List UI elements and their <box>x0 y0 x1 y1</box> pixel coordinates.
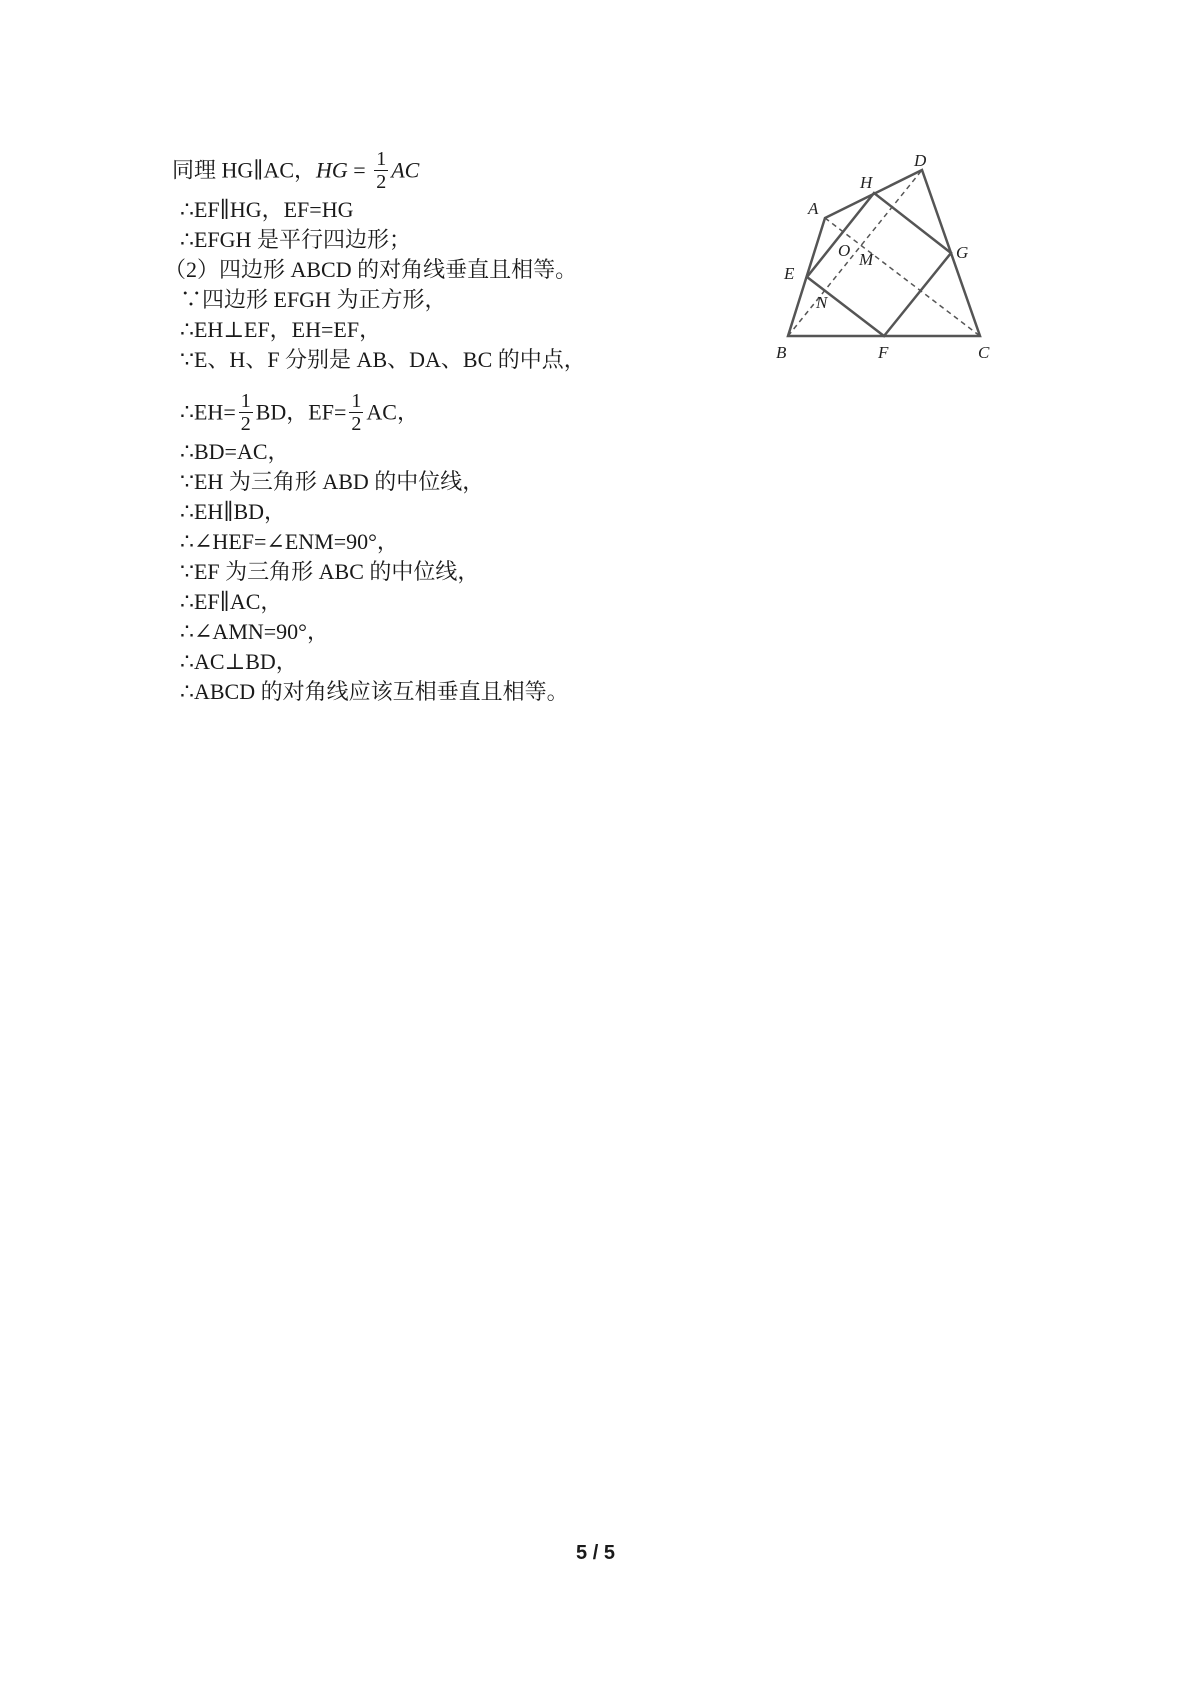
page-number: 5 / 5 <box>576 1542 615 1564</box>
solution-line-3: ∴EFGH 是平行四边形； <box>180 227 411 252</box>
solution-line-2: ∴EF∥HG，EF=HG <box>180 197 354 222</box>
diagonal-bd <box>788 170 922 336</box>
solution-line-8 <box>180 390 419 435</box>
line-1-hg: HG <box>316 157 348 183</box>
line-1-text: 同理 HG∥AC， <box>172 157 316 183</box>
solution-line-15: ∴∠AMN=90°， <box>180 619 329 644</box>
label-f: F <box>878 343 889 362</box>
solution-line-7: ∵E、H、F 分别是 AB、DA、BC 的中点， <box>180 347 586 372</box>
fraction-numerator: 1 <box>351 390 362 412</box>
fraction-denominator: 2 <box>240 413 251 435</box>
fraction-one-half <box>374 148 388 193</box>
fraction-one-half <box>239 390 253 435</box>
line-8-bd: BD，EF= <box>255 399 347 425</box>
label-h: H <box>860 173 873 192</box>
fraction-numerator: 1 <box>240 390 251 412</box>
solution-line-5: ∵四边形 EFGH 为正方形， <box>180 287 447 312</box>
fraction-denominator: 2 <box>351 413 362 435</box>
fraction-numerator: 1 <box>376 148 387 170</box>
solution-line-4: （2）四边形 ABCD 的对角线垂直且相等。 <box>164 257 578 282</box>
label-e: E <box>784 264 795 283</box>
label-n: N <box>816 293 828 312</box>
solution-line-13: ∵EF 为三角形 ABC 的中位线， <box>180 559 480 584</box>
square-efgh <box>807 193 951 336</box>
line-8-eh: ∴EH= <box>180 399 236 425</box>
label-c: C <box>978 343 990 362</box>
line-1-equals: = <box>347 157 372 183</box>
fraction-one-half <box>349 390 363 435</box>
solution-line-10: ∵EH 为三角形 ABD 的中位线， <box>180 469 485 494</box>
label-a: A <box>808 199 819 218</box>
label-d: D <box>914 151 927 170</box>
line-1-ac: AC <box>391 157 420 183</box>
solution-line-12: ∴∠HEF=∠ENM=90°， <box>180 529 399 554</box>
solution-line-1 <box>172 148 420 193</box>
label-g: G <box>956 243 969 262</box>
label-b: B <box>776 343 787 362</box>
geometry-figure <box>776 151 1000 368</box>
solution-line-14: ∴EF∥AC， <box>180 589 283 614</box>
solution-line-17: ∴ABCD 的对角线应该互相垂直且相等。 <box>180 679 569 704</box>
fraction-denominator: 2 <box>376 171 387 193</box>
solution-line-11: ∴EH∥BD， <box>180 499 287 524</box>
solution-line-16: ∴AC⊥BD， <box>180 649 298 674</box>
line-8-ac: AC， <box>366 399 419 425</box>
diagonal-ac <box>825 218 980 336</box>
label-o: O <box>838 241 851 260</box>
solution-line-6: ∴EH⊥EF，EH=EF， <box>180 317 382 342</box>
quadrilateral-diagram <box>776 151 1000 368</box>
label-m: M <box>859 250 874 269</box>
solution-line-9: ∴BD=AC， <box>180 439 290 464</box>
